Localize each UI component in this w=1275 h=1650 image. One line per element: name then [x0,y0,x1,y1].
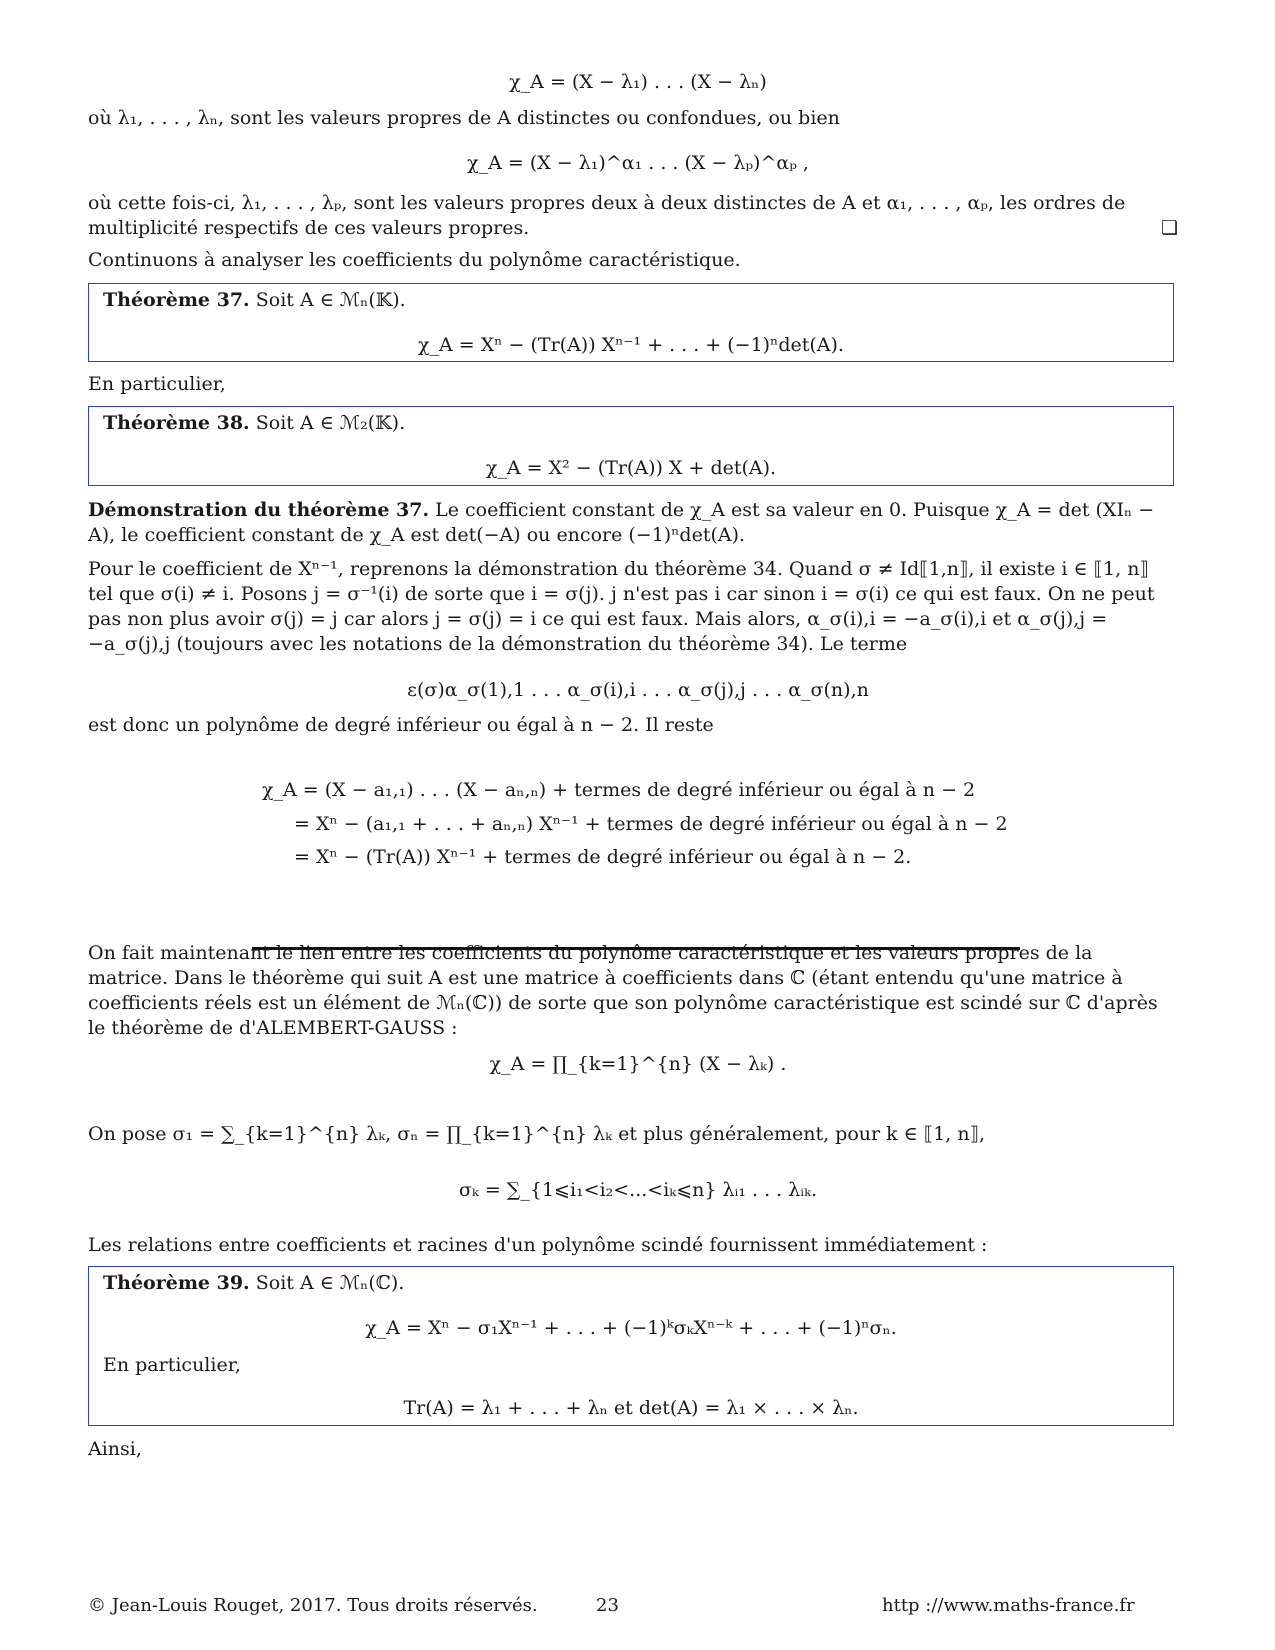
align-line-1: χ_A = (X − a₁,₁) . . . (X − aₙ,ₙ) + termes de degré inférieur ou égal à n − 2 [262,779,976,801]
formula-chi-product-mult: χ_A = (X − λ₁)^α₁ . . . (X − λₚ)^αₚ , [467,152,809,174]
paragraph-est-donc: est donc un polynôme de degré inférieur ou égal à n − 2. Il reste [88,714,714,736]
theorem-39-header [103,1271,1159,1296]
paragraph-continuons: Continuons à analyser les coefficients du polynôme caractéristique. [88,249,741,271]
theorem-38-statement: Soit A ∈ ℳ₂(𝕂). [255,412,406,434]
paragraph-ainsi: Ainsi, [88,1438,142,1460]
theorem-37-formula: χ_A = Xⁿ − (Tr(A)) Xⁿ⁻¹ + . . . + (−1)ⁿdet(A). [418,334,844,356]
theorem-37-statement: Soit A ∈ ℳₙ(𝕂). [255,289,406,311]
theorem-38-header [103,411,1159,436]
paragraph-en-particulier: En particulier, [88,373,226,395]
paragraph-pour: Pour le coefficient de Xⁿ⁻¹, reprenons la démonstration du théorème 34. Quand σ ≠ Id⟦1,n⟧, il existe i ∈ ⟦1, n⟧ tel que σ(i) ≠ i. Posons j = σ⁻¹(i) de sorte que i = σ(j). j n'est pas i car sinon i = σ(i) ce qui est faux. On ne peut pas non plus avoir σ(j) = j car alors j = σ(j) = i ce qui est faux. Mais alors, α_σ(i),i = −a_σ(i),i et α_σ(j),j = −a_σ(j),j (toujours avec les notations de la démonstration du théorème 34). Le terme [88,558,1155,655]
footer-url: http ://www.maths-france.fr [882,1595,1135,1616]
align-line-2: = Xⁿ − (a₁,₁ + . . . + aₙ,ₙ) Xⁿ⁻¹ + termes de degré inférieur ou égal à n − 2 [294,813,1008,835]
formula-chi-prod-k: χ_A = ∏_{k=1}^{n} (X − λₖ) . [489,1053,787,1075]
theorem-38-title: Théorème 38. [103,412,250,434]
paragraph-ou: où λ₁, . . . , λₙ, sont les valeurs propres de A distinctes ou confondues, ou bien [88,107,840,129]
theorem-37-box [88,283,1174,362]
theorem-39-formula2: Tr(A) = λ₁ + . . . + λₙ et det(A) = λ₁ × . . . × λₙ. [403,1397,859,1419]
theorem-37-header [103,288,1159,313]
footer-copyright: © Jean-Louis Rouget, 2017. Tous droits réservés. [88,1595,538,1616]
theorem-37-title: Théorème 37. [103,289,250,311]
theorem-39-text: En particulier, [103,1354,241,1376]
footer-page-number: 23 [596,1595,619,1616]
formula-chi-product: χ_A = (X − λ₁) . . . (X − λₙ) [509,71,767,93]
theorem-39-statement: Soit A ∈ ℳₙ(ℂ). [255,1272,405,1294]
align-line-3: = Xⁿ − (Tr(A)) Xⁿ⁻¹ + termes de degré inférieur ou égal à n − 2. [294,846,912,868]
paragraph-on-pose: On pose σ₁ = ∑_{k=1}^{n} λₖ, σₙ = ∏_{k=1}^{n} λₖ et plus généralement, pour k ∈ ⟦1, n⟧, [88,1123,986,1145]
theorem-39-title: Théorème 39. [103,1272,250,1294]
formula-sigma-k: σₖ = ∑_{1⩽i₁<i₂<...<iₖ⩽n} λᵢ₁ . . . λᵢₖ. [458,1179,818,1201]
formula-eps-term: ε(σ)α_σ(1),1 . . . α_σ(i),i . . . α_σ(j),j . . . α_σ(n),n [407,679,869,701]
theorem-38-box [88,406,1174,486]
theorem-39-formula: χ_A = Xⁿ − σ₁Xⁿ⁻¹ + . . . + (−1)ᵏσₖXⁿ⁻ᵏ + . . . + (−1)ⁿσₙ. [365,1317,897,1339]
demo-title: Démonstration du théorème 37. [88,499,430,521]
demo-paragraph [88,498,1178,548]
theorem-38-formula: χ_A = X² − (Tr(A)) X + det(A). [485,457,777,479]
demo-text: Le coefficient constant de χ_A est sa valeur en 0. Puisque χ_A = det (XIₙ − A), le coefficient constant de χ_A est det(−A) ou encore (−1)ⁿdet(A). [88,499,1155,546]
paragraph-ou-cette-text: où cette fois-ci, λ₁, . . . , λₚ, sont les valeurs propres deux à deux distinctes de A et α₁, . . . , αₚ, les ordres de multiplicité respectifs de ces valeurs propres. [88,192,1126,239]
paragraph-on-fait: On fait maintenant le lien entre les coefficients du polynôme caractéristique et les valeurs propres de la matrice. Dans le théorème qui suit A est une matrice à coefficients dans ℂ (étant entendu qu'une matrice à coefficients réels est un élément de ℳₙ(ℂ)) de sorte que son polynôme caractéristique est scindé sur ℂ d'après le théorème de d'ALEMBERT-GAUSS : [88,942,1158,1039]
theorem-39-box [88,1266,1174,1426]
paragraph-relations: Les relations entre coefficients et racines d'un polynôme scindé fournissent immédiatement : [88,1234,988,1256]
qed-box-icon: ❏ [1160,217,1178,239]
